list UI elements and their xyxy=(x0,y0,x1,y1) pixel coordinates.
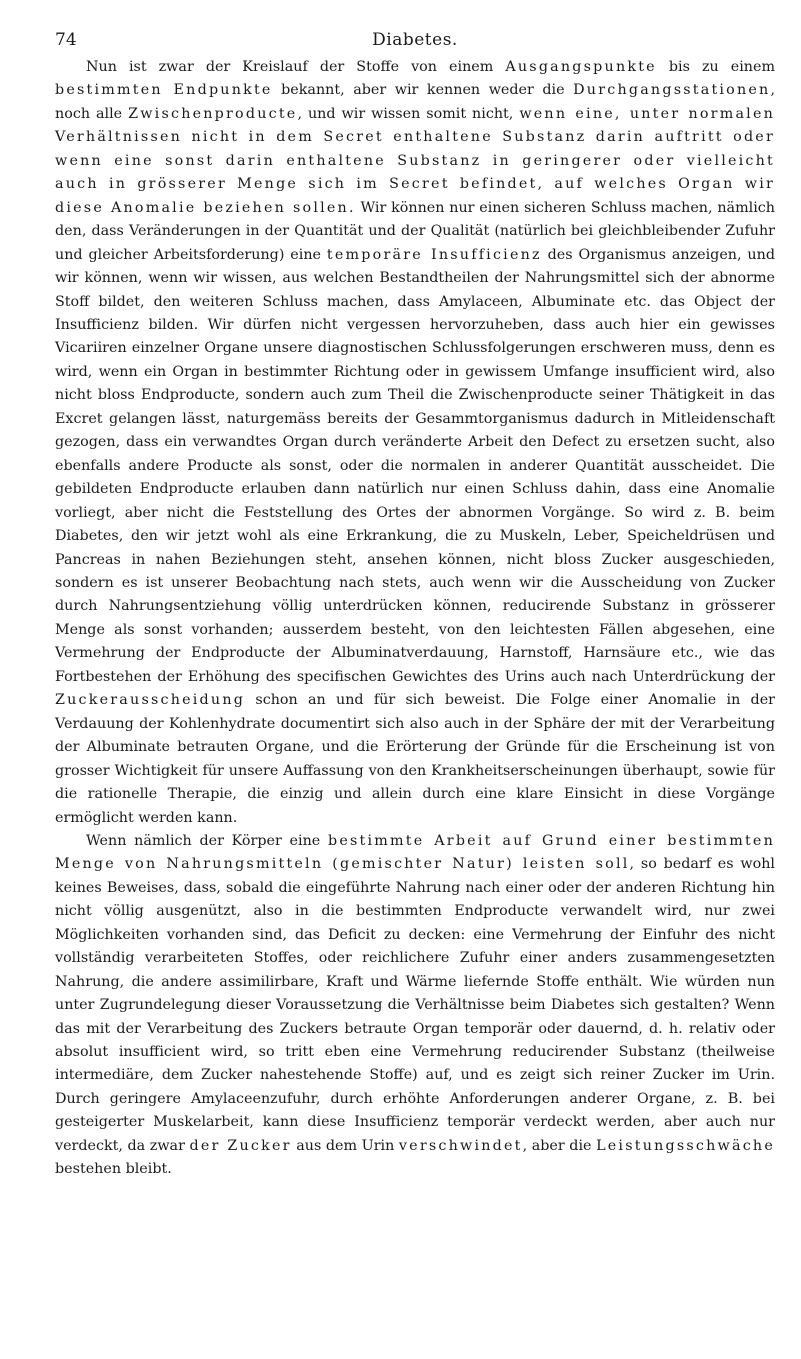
spaced-emphasis: Zuckerausscheidung xyxy=(55,692,246,709)
spaced-emphasis: bestimmte Arbeit auf Grund einer bestimmten Menge von Nahrungsmitteln (gemischter Natur) leisten soll xyxy=(55,832,775,873)
spaced-emphasis: temporäre Insufficienz xyxy=(326,246,542,263)
page-number: 74 xyxy=(55,30,77,50)
text-run: des Organismus anzeigen, und wir können, wenn wir wissen, aus welchen Bestandtheilen der Nahrungsmittel sich der abnorme Stoff bildet, den weiteren Schluss machen, dass Amylaceen, Albuminate etc. das Object der Insufficienz bilden. Wir dürfen nicht vergessen hervorzuheben, dass auch hier ein gewisses Vicariiren einzelner Organe unsere diagnostischen Schlussfolgerungen erschweren muss, denn es wird, wenn ein Organ in bestimmter Richtung oder in gewissem Umfange insufficient wird, also nicht bloss Endproducte, sondern auch zum Theil die Zwischenproducte seiner Thätigkeit in das Excret gelangen lässt, naturgemäss bereits der Gesammtorganismus dadurch in Mitleidenschaft gezogen, dass ein verwandtes Organ durch veränderte Arbeit den Defect zu ersetzen sucht, also ebenfalls andere Producte als sonst, oder die normalen in anderer Quantität ausscheidet. Die gebildeten Endproducte erlauben dann natürlich nur einen Schluss dahin, dass eine Anomalie vorliegt, aber nicht die Feststellung des Ortes der abnormen Vorgänge. So wird z. B. beim Diabetes, den wir jetzt wohl als eine Erkrankung, die zu Muskeln, Leber, Speicheldrüsen und Pancreas in nahen Beziehungen steht, ansehen können, nicht bloss Zucker ausgeschieden, sondern es ist unserer Beobachtung nach stets, auch wenn wir die Ausscheidung von Zucker durch Nahrungsentziehung völlig unterdrücken können, reducirende Substanz in grösserer Menge als sonst vorhanden; ausserdem besteht, von den leichtesten Fällen abgesehen, eine Vermehrung der Endproducte der Albuminatverdauung, Harnstoff, Harnsäure etc., wie das Fortbestehen der Erhöhung des specifischen Gewichtes des Urins auch nach Unterdrückung der xyxy=(55,246,776,685)
spaced-emphasis: verschwindet xyxy=(398,1137,523,1154)
text-run: , und wir wissen somit nicht, xyxy=(297,105,520,122)
text-run: , aber die xyxy=(522,1137,597,1154)
text-run: , so bedarf es wohl keines Beweises, dass, sobald die eingeführte Nahrung nach einer oder der anderen Richtung hin nicht völlig ausgenützt, also in die bestimmten Endproducte verwandelt wird, nur zwei Möglichkeiten vorhanden sind, das Deficit zu decken: eine Vermehrung der Einfuhr des nicht vollständig verarbeiteten Stoffes, oder reichlichere Zufuhr einer anders zusammengesetzten Nahrung, die andere assimilirbare, Kraft und Wärme liefernde Stoffe enthält. Wie würden nun unter Zugrundelegung dieser Voraussetzung die Verhältnisse beim Diabetes sich gestalten? Wenn das mit der Verarbeitung des Zuckers betraute Organ temporär oder dauernd, d. h. relativ oder absolut insufficient wird, so tritt eben eine Vermehrung reducirender Substanz (theilweise intermediäre, dem Zucker nahestehende Stoffe) auf, und es zeigt sich reiner Zucker im Urin. Durch geringere Amylaceenzufuhr, durch erhöhte Anforderungen anderer Organe, z. B. bei gesteigerter Muskelarbeit, kann diese Insufficienz temporär verdeckt werden, aber auch nur verdeckt, da zwar xyxy=(55,856,775,1154)
spaced-emphasis: bestimmten Endpunkte xyxy=(55,82,273,99)
text-run: Wir können nur einen sicheren Schluss machen, nämlich den, dass Veränderungen in der Quantität und der Qualität (natürlich bei gleichbleibender Zufuhr und gleicher Arbeitsforderung) eine xyxy=(55,199,775,263)
spaced-emphasis: der Zucker xyxy=(189,1137,292,1154)
paragraph-2 xyxy=(55,830,775,1182)
body-text xyxy=(55,56,775,1182)
text-run: schon an und für sich beweist. Die Folge einer Anomalie in der Verdauung der Kohlenhydrate documentirt sich also auch in der Sphäre der mit der Verarbeitung der Albuminate betrauten Organe, und die Erörterung der Gründe für die Erscheinung ist von grosser Wichtigkeit für unsere Auffassung von den Krankheitserscheinungen überhaupt, sowie für die rationelle Therapie, die einzig und allein durch eine klare Einsicht in diese Vorgänge ermöglicht werden kann. xyxy=(55,692,775,826)
text-run: , noch alle xyxy=(55,82,775,122)
spaced-emphasis: Leistungsschwäche xyxy=(596,1137,775,1154)
running-title: Diabetes. xyxy=(372,30,458,50)
spaced-emphasis: Zwischenproducte xyxy=(128,105,298,122)
text-run: Wenn nämlich der Körper eine xyxy=(86,832,328,849)
page-header xyxy=(55,22,775,56)
spaced-emphasis: wenn eine, unter normalen Verhältnissen nicht in dem Secret enthaltene Substanz darin auftritt oder wenn eine sonst darin enthaltene Substanz in geringerer oder vielleicht auch in grösserer Menge sich im Secret befindet, auf welches Organ wir diese Anomalie beziehen sollen. xyxy=(55,105,776,216)
text-run: bestehen bleibt. xyxy=(55,1161,172,1178)
paragraph-1 xyxy=(55,56,775,830)
text-run: bekannt, aber wir kennen weder die xyxy=(272,82,574,99)
spaced-emphasis: Ausgangspunkte xyxy=(505,59,657,75)
text-run: bis zu einem xyxy=(656,59,775,75)
spaced-emphasis: Durchgangsstationen xyxy=(573,82,771,99)
text-run: Nun ist zwar der Kreislauf der Stoffe von einem xyxy=(86,59,506,75)
text-run: aus dem Urin xyxy=(291,1137,399,1154)
